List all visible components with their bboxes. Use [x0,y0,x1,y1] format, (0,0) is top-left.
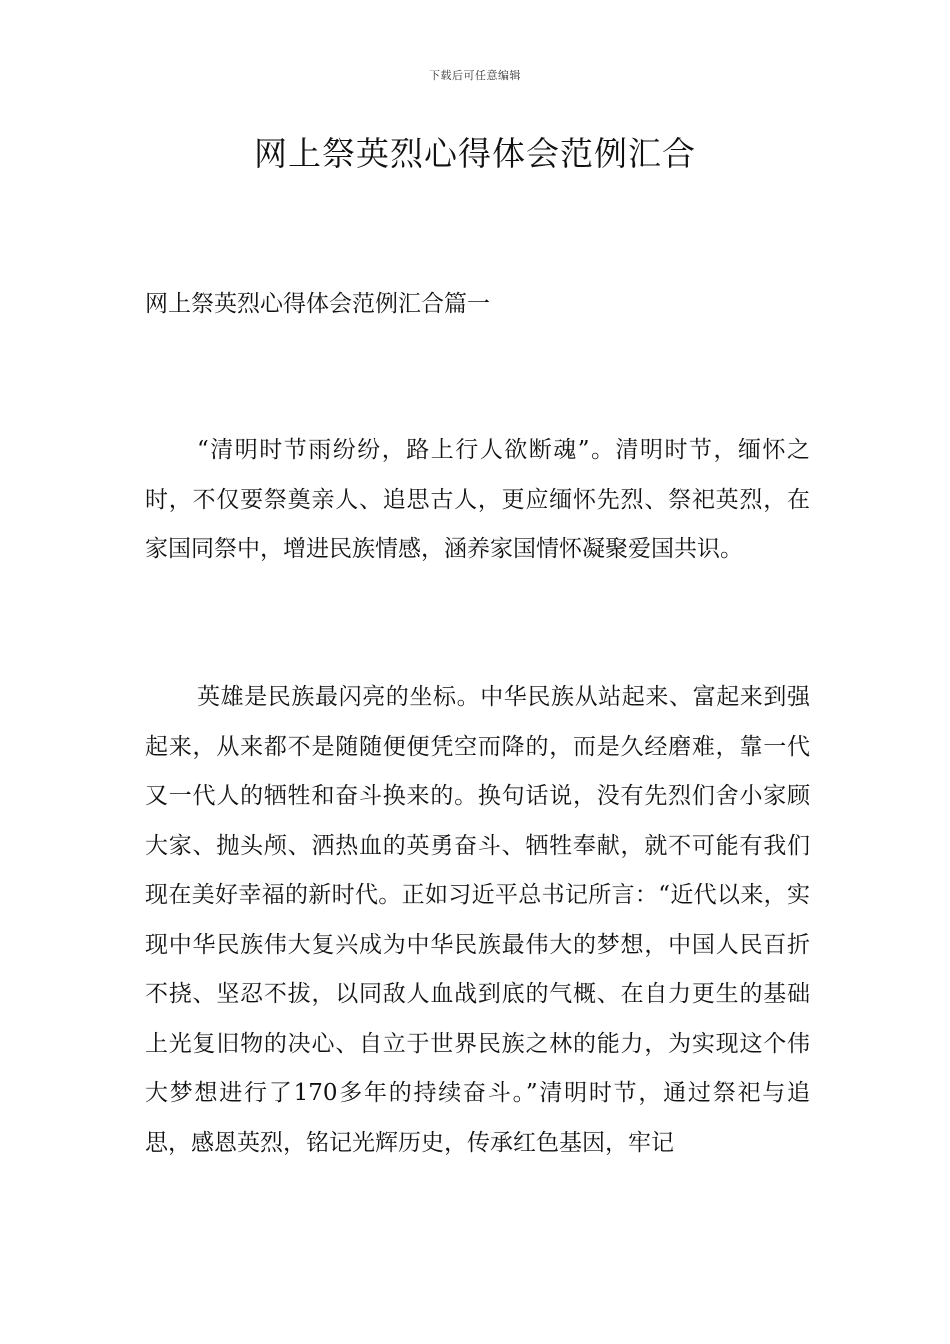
paragraph-2: 英雄是民族最闪亮的坐标。中华民族从站起来、富起来到强起来，从来都不是随随便便凭空而降的，而是久经磨难，靠一代又一代人的牺牲和奋斗换来的。换句话说，没有先烈们舍小家顾大家、抛头颅、洒热血的英勇奋斗、牺牲奉献，就不可能有我们现在美好幸福的新时代。正如习近平总书记所言：“近代以来，实现中华民族伟大复兴成为中华民族最伟大的梦想，中国人民百折不挠、坚忍不拔，以同敌人血战到底的气概、在自力更生的基础上光复旧物的决心、自立于世界民族之林的能力，为实现这个伟大梦想进行了170多年的持续奋斗。”清明时节，通过祭祀与追思，感恩英烈，铭记光辉历史，传承红色基因，牢记 [145,684,810,1156]
header-note: 下载后可任意编辑 [429,69,521,82]
document-title: 网上祭英烈心得体会范例汇合 [254,134,696,173]
paragraph-1: “清明时节雨纷纷，路上行人欲断魂”。清明时节，缅怀之时，不仅要祭奠亲人、追思古人，更应缅怀先烈、祭祀英烈，在家国同祭中，增进民族情感，涵养家国情怀凝聚爱国共识。 [145,437,810,562]
section-title: 网上祭英烈心得体会范例汇合篇一 [145,291,490,317]
